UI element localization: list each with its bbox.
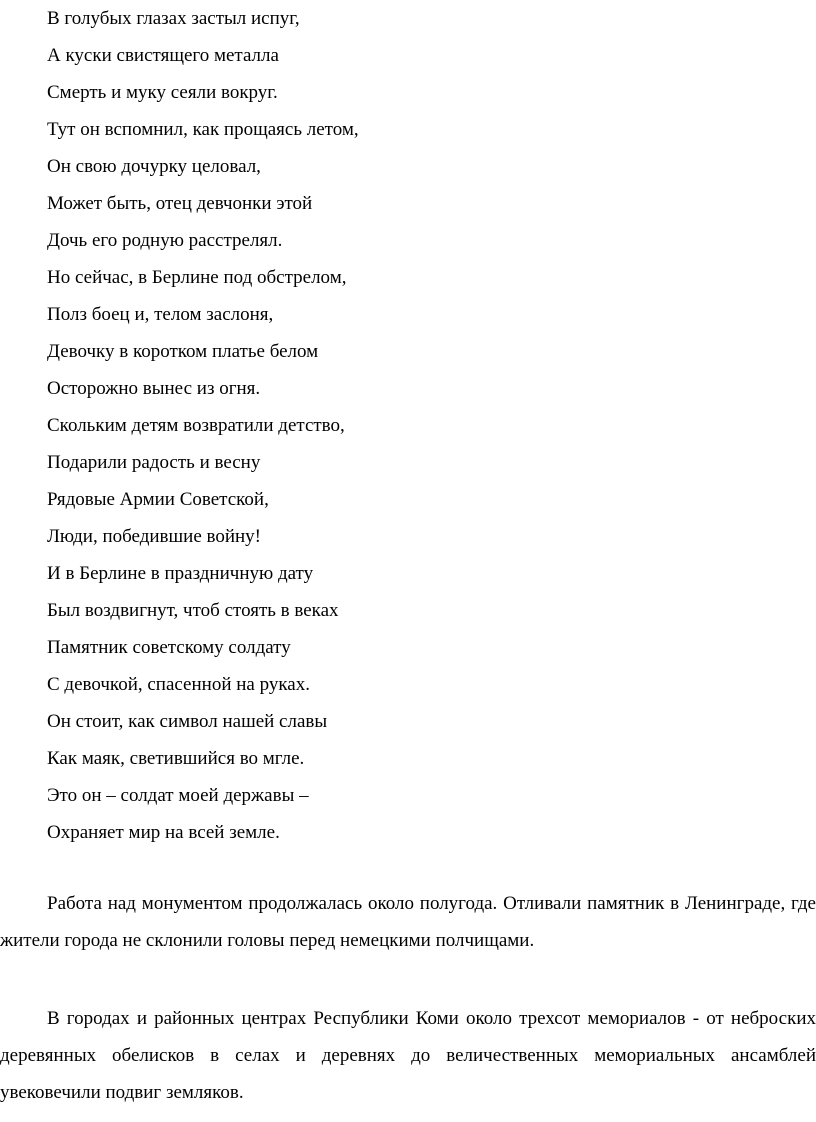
poem-line: Памятник советскому солдату [47, 637, 291, 658]
poem-line: Как маяк, светившийся во мгле. [47, 748, 305, 769]
poem-line: Охраняет мир на всей земле. [47, 822, 280, 843]
poem-line: Рядовые Армии Советской, [47, 489, 269, 510]
poem-line: Люди, победившие войну! [47, 526, 262, 547]
poem-line: Может быть, отец девчонки этой [47, 193, 313, 214]
poem-line: Был воздвигнут, чтоб стоять в веках [47, 600, 339, 621]
poem-line: И в Берлине в праздничную дату [47, 563, 314, 584]
paragraph-monument: Работа над монументом продолжалась около полугода. Отливали памятник в Ленинграде, где жители города не склонили головы перед немецкими полчищами. [0, 893, 816, 951]
poem-line: Полз боец и, телом заслоня, [47, 304, 274, 325]
poem-line: Смерть и муку сеяли вокруг. [47, 82, 278, 103]
poem-line: Но сейчас, в Берлине под обстрелом, [47, 267, 347, 288]
poem-line: Дочь его родную расстрелял. [47, 230, 283, 251]
paragraph-komi-memorials: В городах и районных центрах Республики Коми около трехсот мемориалов - от неброских деревянных обелисков в селах и деревнях до величественных мемориальных ансамблей увековечили подвиг земляков. [0, 1008, 816, 1103]
poem-line: Подарили радость и весну [47, 452, 261, 473]
poem-line: Это он – солдат моей державы – [47, 785, 309, 806]
poem-line: Скольким детям возвратили детство, [47, 415, 345, 436]
poem-line: Тут он вспомнил, как прощаясь летом, [47, 119, 359, 140]
poem-line: Осторожно вынес из огня. [47, 378, 261, 399]
poem-line: В голубых глазах застыл испуг, [47, 8, 300, 29]
poem-line: Он свою дочурку целовал, [47, 156, 261, 177]
poem-line: Он стоит, как символ нашей славы [47, 711, 328, 732]
poem-line: А куски свистящего металла [47, 45, 279, 66]
poem [47, 0, 359, 851]
poem-line: С девочкой, спасенной на руках. [47, 674, 310, 695]
poem-line: Девочку в коротком платье белом [47, 341, 319, 362]
